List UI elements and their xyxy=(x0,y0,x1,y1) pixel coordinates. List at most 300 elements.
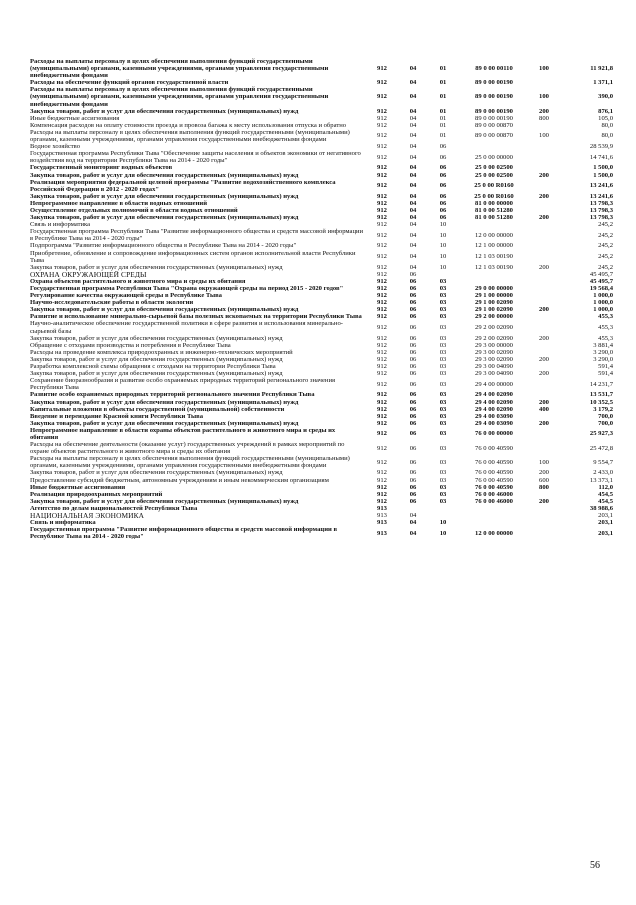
table-row xyxy=(30,150,613,164)
row-sum: 245,2 xyxy=(598,221,613,229)
row-sum: 105,0 xyxy=(598,114,613,122)
row-name: Научно-аналитическое обеспечение государственной политики в сфере развития и использования минерально-сырьевой базы xyxy=(30,320,343,335)
row-name: Расходы на проведение комплекса природоохранных и инженерно-технических мероприятий xyxy=(30,348,293,356)
row-ved: 913 xyxy=(377,504,387,512)
row-csr: 81 0 00 00000 xyxy=(475,199,513,207)
table-row xyxy=(30,79,613,86)
row-vr xyxy=(529,143,559,150)
row-pr: 03 xyxy=(439,469,447,477)
row-sum: 3 179,2 xyxy=(593,405,613,413)
table-row xyxy=(30,122,613,129)
row-ved: 912 xyxy=(377,391,387,399)
row-pr: 03 xyxy=(439,348,447,356)
row-rz: 06 xyxy=(409,341,417,349)
row-rz: 06 xyxy=(409,313,417,321)
row-sum: 591,4 xyxy=(598,363,613,371)
table-row xyxy=(30,313,613,320)
row-sum: 14 231,7 xyxy=(589,380,613,388)
row-name: Расходы на обеспечение деятельности (оказание услуг) государственных учреждений в рамках мероприятий по охране объектов растительного и животного мира и среды их обитания xyxy=(30,441,345,456)
table-row xyxy=(30,58,613,79)
row-rz: 04 xyxy=(409,93,417,101)
row-ved: 912 xyxy=(377,285,387,292)
row-ved: 912 xyxy=(377,121,387,129)
row-vr: 200 xyxy=(539,334,549,342)
row-rz: 06 xyxy=(409,391,417,399)
row-ved: 912 xyxy=(377,132,387,140)
row-sum: 13 531,7 xyxy=(589,391,613,399)
row-sum: 454,5 xyxy=(598,497,613,505)
row-sum: 13 798,3 xyxy=(589,214,613,222)
row-csr: 81 0 00 51280 xyxy=(475,214,513,222)
row-csr: 76 0 00 40590 xyxy=(475,458,513,466)
row-name: Расходы на обеспечение функций органов государственной власти xyxy=(30,79,229,87)
row-rz: 06 xyxy=(409,497,417,505)
row-name: Иные бюджетные ассигнования xyxy=(30,483,126,491)
row-rz: 04 xyxy=(409,65,417,73)
row-csr: 89 0 00 00190 xyxy=(475,107,513,115)
row-pr: 03 xyxy=(439,299,447,307)
row-pr: 03 xyxy=(439,497,447,505)
row-sum: 1 000,0 xyxy=(593,299,613,307)
row-csr: 29 2 00 02090 xyxy=(475,334,513,342)
row-sum: 591,4 xyxy=(598,370,613,378)
row-rz: 06 xyxy=(409,405,417,413)
row-sum: 80,0 xyxy=(601,121,613,129)
row-ved: 912 xyxy=(377,171,387,179)
row-pr: 03 xyxy=(439,355,447,363)
table-row xyxy=(30,271,613,278)
row-pr: 06 xyxy=(439,206,447,214)
row-name: Водное хозяйство xyxy=(30,143,81,151)
table-row xyxy=(30,172,613,179)
row-ved: 912 xyxy=(377,412,387,420)
row-vr xyxy=(529,228,559,242)
row-vr xyxy=(529,491,559,498)
row-ved: 912 xyxy=(377,469,387,477)
row-csr: 29 4 00 02090 xyxy=(475,405,513,413)
row-ved: 912 xyxy=(377,182,387,190)
row-sum: 455,3 xyxy=(598,324,613,332)
row-ved: 912 xyxy=(377,199,387,207)
row-name: Агентство по делам национальностей Республики Тыва xyxy=(30,504,198,512)
row-rz: 06 xyxy=(409,398,417,406)
budget-table-body xyxy=(30,58,613,540)
row-ved: 912 xyxy=(377,398,387,406)
row-csr: 25 0 00 02500 xyxy=(475,171,513,179)
row-csr: 25 0 00 00000 xyxy=(475,153,513,161)
row-name: Государственная программа Республики Тыва "Развитие информационного общества и средств массовой информации в Республике Тыва на 2014 - 2020 годы" xyxy=(30,228,364,243)
row-rz: 04 xyxy=(409,192,417,200)
row-sum: 245,2 xyxy=(598,263,613,271)
row-rz: 04 xyxy=(409,132,417,140)
row-name: Развитие и использование минерально-сырьевой базы полезных ископаемых на территории Республики Тыва xyxy=(30,313,362,321)
table-row xyxy=(30,214,613,221)
row-pr: 01 xyxy=(439,79,447,87)
row-vr: 200 xyxy=(539,398,549,406)
row-csr: 76 0 00 40590 xyxy=(475,444,513,452)
row-csr: 76 0 00 40590 xyxy=(475,469,513,477)
table-row xyxy=(30,498,613,505)
row-vr: 200 xyxy=(539,214,549,222)
row-vr: 200 xyxy=(539,171,549,179)
row-vr xyxy=(529,413,559,420)
table-row xyxy=(30,484,613,491)
row-vr xyxy=(529,391,559,398)
row-vr: 200 xyxy=(539,306,549,314)
row-name: Осуществление отдельных полномочий в области водных отношений xyxy=(30,206,238,214)
row-sum: 2 433,0 xyxy=(593,469,613,477)
row-csr: 29 3 00 00000 xyxy=(475,341,513,349)
table-row xyxy=(30,320,613,334)
row-csr xyxy=(459,278,529,285)
row-csr xyxy=(459,221,529,228)
table-row xyxy=(30,370,613,377)
row-sum: 19 568,4 xyxy=(589,285,613,292)
row-sum: 25 472,8 xyxy=(589,444,613,452)
row-ved: 912 xyxy=(377,490,387,498)
row-name: Закупка товаров, работ и услуг для обеспечения государственных (муниципальных) нужд xyxy=(30,355,283,363)
table-row xyxy=(30,512,613,519)
row-pr: 06 xyxy=(439,171,447,179)
row-name: Иные бюджетные ассигнования xyxy=(30,114,120,122)
row-rz: 04 xyxy=(409,164,417,172)
table-row xyxy=(30,406,613,413)
row-csr: 76 0 00 40590 xyxy=(475,483,513,491)
row-rz: 04 xyxy=(409,529,417,537)
row-vr xyxy=(529,250,559,264)
row-vr: 400 xyxy=(539,405,549,413)
row-sum: 1 500,0 xyxy=(593,164,613,172)
row-ved: 912 xyxy=(377,363,387,371)
row-vr: 200 xyxy=(539,370,549,378)
row-sum: 13 373,1 xyxy=(589,476,613,484)
row-name: Закупка товаров, работ и услуг для обеспечения государственных (муниципальных) нужд xyxy=(30,214,299,222)
row-pr: 01 xyxy=(439,114,447,122)
row-ved: 912 xyxy=(377,221,387,229)
row-name: Связь и информатика xyxy=(30,221,91,229)
table-row xyxy=(30,441,613,455)
table-row xyxy=(30,413,613,420)
row-name: Предоставление субсидий бюджетным, автономным учреждениям и иным некоммерческим организациям xyxy=(30,476,329,484)
row-vr: 800 xyxy=(539,483,549,491)
row-name: Закупка товаров, работ и услуг для обеспечения государственных (муниципальных) нужд xyxy=(30,398,299,406)
row-sum: 14 741,6 xyxy=(589,153,613,161)
row-vr xyxy=(529,164,559,171)
row-ved: 912 xyxy=(377,444,387,452)
table-row xyxy=(30,278,613,285)
row-rz: 06 xyxy=(409,370,417,378)
row-name: Компенсация расходов на оплату стоимости проезда и провоза багажа к месту использования отпуска и обратно xyxy=(30,121,347,129)
row-vr xyxy=(529,505,559,512)
row-pr: 03 xyxy=(439,363,447,371)
row-sum: 455,3 xyxy=(598,313,613,321)
row-sum: 9 554,7 xyxy=(593,458,613,466)
row-sum: 245,2 xyxy=(598,253,613,261)
row-pr: 06 xyxy=(439,182,447,190)
row-rz: 04 xyxy=(409,253,417,261)
row-rz: 06 xyxy=(409,419,417,427)
table-row xyxy=(30,477,613,484)
row-vr: 100 xyxy=(539,93,549,101)
row-ved: 912 xyxy=(377,107,387,115)
row-sum: 876,1 xyxy=(598,107,613,115)
row-pr: 03 xyxy=(439,476,447,484)
row-name: Расходы на выплаты персоналу в целях обеспечения выполнения функций государственными (муниципальными) органами, казенными учреждениями, органами управления государственными внебюджетными фондами xyxy=(30,455,350,470)
row-sum: 1 500,0 xyxy=(593,171,613,179)
row-name: Реализация природоохранных мероприятий xyxy=(30,490,163,498)
row-csr: 12 1 03 00190 xyxy=(475,253,513,261)
row-csr: 29 4 00 03090 xyxy=(475,419,513,427)
row-pr: 03 xyxy=(439,292,447,300)
row-pr: 06 xyxy=(439,192,447,200)
row-csr: 76 0 00 00000 xyxy=(475,430,513,438)
row-sum: 13 798,3 xyxy=(589,206,613,214)
row-rz: 06 xyxy=(409,458,417,466)
row-sum: 203,1 xyxy=(598,512,613,519)
row-ved: 912 xyxy=(377,370,387,378)
row-ved: 913 xyxy=(377,529,387,537)
row-rz: 06 xyxy=(409,324,417,332)
row-name: Государственная программа Республики Тыва "Охрана окружающей среды на период 2015 - 2020 годов" xyxy=(30,285,344,292)
row-sum: 390,0 xyxy=(598,93,613,101)
row-sum: 11 921,8 xyxy=(590,65,613,73)
row-vr xyxy=(529,441,559,455)
row-pr: 03 xyxy=(439,405,447,413)
row-csr: 76 0 00 46000 xyxy=(475,490,513,498)
row-vr xyxy=(529,299,559,306)
table-row xyxy=(30,306,613,313)
row-name: Связь и информатика xyxy=(30,519,96,527)
row-ved: 912 xyxy=(377,348,387,356)
row-csr: 12 1 03 00190 xyxy=(475,263,513,271)
table-row xyxy=(30,505,613,512)
row-sum: 38 988,6 xyxy=(589,504,613,512)
row-rz: 06 xyxy=(409,270,417,278)
table-row xyxy=(30,356,613,363)
row-ved: 912 xyxy=(377,458,387,466)
row-ved: 912 xyxy=(377,263,387,271)
row-name: Научно-исследовательские работы в области экологии xyxy=(30,299,194,307)
row-rz: 06 xyxy=(409,380,417,388)
row-csr: 89 0 00 00110 xyxy=(475,65,513,73)
row-ved: 912 xyxy=(377,405,387,413)
row-vr: 600 xyxy=(539,476,549,484)
row-vr: 200 xyxy=(539,419,549,427)
row-vr xyxy=(529,150,559,164)
row-name: Закупка товаров, работ и услуг для обеспечения государственных (муниципальных) нужд xyxy=(30,107,299,115)
table-row xyxy=(30,250,613,264)
row-pr: 10 xyxy=(439,519,447,527)
row-rz: 06 xyxy=(409,292,417,300)
row-vr xyxy=(529,207,559,214)
table-row xyxy=(30,399,613,406)
row-pr: 03 xyxy=(439,483,447,491)
row-name: Закупка товаров, работ и услуг для обеспечения государственных (муниципальных) нужд xyxy=(30,370,283,378)
row-name: Закупка товаров, работ и услуг для обеспечения государственных (муниципальных) нужд xyxy=(30,497,299,505)
row-name: Государственный мониторинг водных объектов xyxy=(30,164,173,172)
table-row xyxy=(30,391,613,398)
table-row xyxy=(30,526,613,540)
row-ved: 912 xyxy=(377,497,387,505)
row-ved: 912 xyxy=(377,306,387,314)
row-csr: 76 0 00 46000 xyxy=(475,497,513,505)
row-ved: 912 xyxy=(377,153,387,161)
row-rz: 04 xyxy=(409,214,417,222)
row-csr: 29 4 00 02090 xyxy=(475,398,513,406)
row-sum: 3 290,0 xyxy=(593,348,613,356)
row-name: Введение и переиздание Красной книги Республики Тыва xyxy=(30,412,204,420)
row-rz: 04 xyxy=(409,206,417,214)
row-pr xyxy=(427,505,459,512)
table-row xyxy=(30,299,613,306)
row-ved: 912 xyxy=(377,231,387,239)
row-sum: 1 371,1 xyxy=(593,79,613,87)
row-name: Разработка комплексной схемы обращения с отходами на территории Республики Тыва xyxy=(30,363,276,371)
row-name: Закупка товаров, работ и услуг для обеспечения государственных (муниципальных) нужд xyxy=(30,469,283,477)
row-vr: 200 xyxy=(539,355,549,363)
row-name: Закупка товаров, работ и услуг для обеспечения государственных (муниципальных) нужд xyxy=(30,334,283,342)
row-ved: 912 xyxy=(377,430,387,438)
row-pr: 03 xyxy=(439,341,447,349)
row-rz: 04 xyxy=(409,231,417,239)
row-pr: 03 xyxy=(439,285,447,292)
row-name: Реализация мероприятия федеральной целевой программы "Развитие водохозяйственного комплекса Российской Федерации в 2012 - 2020 годах" xyxy=(30,178,336,193)
row-vr xyxy=(529,512,559,519)
row-vr xyxy=(529,285,559,292)
row-pr: 10 xyxy=(439,231,447,239)
row-pr: 03 xyxy=(439,391,447,399)
row-name: ОХРАНА ОКРУЖАЮЩЕЙ СРЕДЫ xyxy=(30,270,147,278)
row-ved: 912 xyxy=(377,292,387,300)
row-sum: 13 798,3 xyxy=(589,199,613,207)
row-ved: 912 xyxy=(377,476,387,484)
row-csr: 29 4 00 03090 xyxy=(475,412,513,420)
row-csr xyxy=(459,143,529,150)
row-name: Расходы на выплаты персоналу в целях обеспечения выполнения функций государственными (муниципальными) органами, казенными учреждениями, органами управления государственными внебюджетными фондами xyxy=(30,128,350,144)
row-pr: 03 xyxy=(439,419,447,427)
row-rz: 06 xyxy=(409,355,417,363)
row-rz: 04 xyxy=(409,221,417,229)
table-row xyxy=(30,491,613,498)
table-row xyxy=(30,221,613,228)
row-pr: 10 xyxy=(439,263,447,271)
row-ved: 912 xyxy=(377,270,387,278)
table-row xyxy=(30,427,613,441)
row-rz: 06 xyxy=(409,277,417,285)
row-sum: 700,0 xyxy=(598,412,613,420)
row-name: Сохранение биоразнообразия и развитие особо охраняемых природных территорий регионального значения Республики Тыва xyxy=(30,377,336,392)
row-rz: 04 xyxy=(409,153,417,161)
row-name: Развитие особо охраняемых природных территорий регионального значения Республики Тыва xyxy=(30,391,315,399)
row-vr xyxy=(529,292,559,299)
row-sum: 45 495,7 xyxy=(589,270,613,278)
row-rz: 06 xyxy=(409,412,417,420)
row-csr: 12 0 00 00000 xyxy=(475,529,513,537)
row-rz: 06 xyxy=(409,306,417,314)
row-ved: 912 xyxy=(377,277,387,285)
row-csr: 89 0 00 00870 xyxy=(475,121,513,129)
row-csr xyxy=(459,271,529,278)
row-csr: 29 3 00 04090 xyxy=(475,363,513,371)
row-vr xyxy=(529,363,559,370)
row-sum: 10 352,5 xyxy=(589,398,613,406)
row-vr: 800 xyxy=(539,114,549,122)
row-pr: 03 xyxy=(439,430,447,438)
row-name: Регулирование качества окружающей среды в Республике Тыва xyxy=(30,292,222,300)
row-pr: 03 xyxy=(439,324,447,332)
row-pr: 01 xyxy=(439,65,447,73)
row-pr: 10 xyxy=(439,221,447,229)
row-pr: 10 xyxy=(439,242,447,250)
row-sum: 13 241,6 xyxy=(589,182,613,190)
row-rz: 06 xyxy=(409,476,417,484)
row-sum: 245,2 xyxy=(598,231,613,239)
row-sum: 3 290,0 xyxy=(593,355,613,363)
row-csr: 29 1 00 02090 xyxy=(475,299,513,307)
row-vr: 200 xyxy=(539,497,549,505)
row-vr: 200 xyxy=(539,469,549,477)
row-sum: 112,0 xyxy=(598,483,613,491)
row-csr: 25 0 00 R0160 xyxy=(474,182,514,190)
row-name: Закупка товаров, работ и услуг для обеспечения государственных (муниципальных) нужд xyxy=(30,263,283,271)
table-row xyxy=(30,143,613,150)
table-row xyxy=(30,179,613,193)
table-row xyxy=(30,349,613,356)
row-vr xyxy=(529,179,559,193)
row-name: Подпрограмма "Развитие информационного общества в Республике Тыва на 2014 - 2020 годы" xyxy=(30,242,297,250)
row-rz: 06 xyxy=(409,299,417,307)
row-ved: 912 xyxy=(377,164,387,172)
row-rz: 06 xyxy=(409,430,417,438)
row-ved: 912 xyxy=(377,253,387,261)
row-name: Закупка товаров, работ и услуг для обеспечения государственных (муниципальных) нужд xyxy=(30,192,299,200)
row-sum: 80,0 xyxy=(601,132,613,140)
row-pr: 03 xyxy=(439,444,447,452)
row-csr: 29 2 00 00000 xyxy=(475,313,513,321)
row-name: НАЦИОНАЛЬНАЯ ЭКОНОМИКА xyxy=(30,512,145,520)
row-csr xyxy=(459,519,529,526)
table-row xyxy=(30,86,613,107)
row-rz: 04 xyxy=(409,79,417,87)
row-ved: 912 xyxy=(377,299,387,307)
row-ved: 912 xyxy=(377,192,387,200)
row-vr xyxy=(529,349,559,356)
row-rz: 06 xyxy=(409,334,417,342)
row-sum: 25 927,3 xyxy=(589,430,613,438)
table-row xyxy=(30,285,613,292)
row-pr: 01 xyxy=(439,121,447,129)
row-pr: 03 xyxy=(439,490,447,498)
row-vr xyxy=(529,271,559,278)
row-rz: 06 xyxy=(409,348,417,356)
row-csr: 25 0 00 R0160 xyxy=(474,192,514,200)
row-rz: 04 xyxy=(409,171,417,179)
row-ved: 913 xyxy=(377,519,387,527)
row-rz: 06 xyxy=(409,490,417,498)
row-rz: 06 xyxy=(409,469,417,477)
row-ved: 912 xyxy=(377,355,387,363)
row-ved: 912 xyxy=(377,143,387,151)
row-pr: 06 xyxy=(439,199,447,207)
row-name: Обращение с отходами производства и потребления в Республике Тыва xyxy=(30,341,231,349)
row-ved: 912 xyxy=(377,313,387,321)
row-rz: 06 xyxy=(409,285,417,292)
row-sum: 28 539,9 xyxy=(589,143,613,151)
row-vr: 200 xyxy=(539,107,549,115)
row-pr: 01 xyxy=(439,93,447,101)
row-name: Расходы на выплаты персоналу в целях обеспечения выполнения функций государственными (муниципальными) органами, казенными учреждениями, органами управления государственными внебюджетными фондами xyxy=(30,86,329,108)
row-vr xyxy=(529,200,559,207)
